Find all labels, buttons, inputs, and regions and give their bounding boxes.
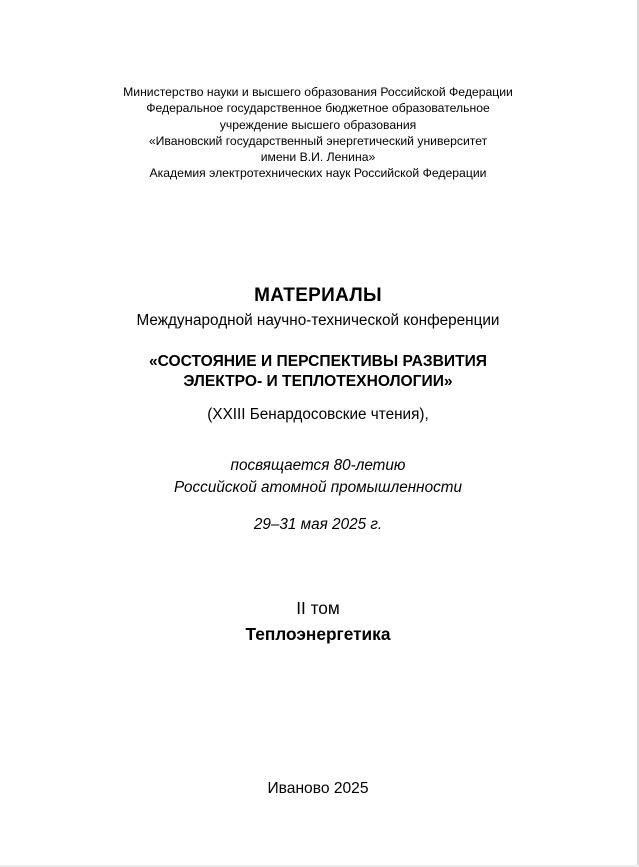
conference-title-line: ЭЛЕКТРО- И ТЕПЛОТЕХНОЛОГИИ» bbox=[183, 373, 453, 390]
dedication-line: посвящается 80-летию bbox=[230, 457, 406, 474]
organization-line: Федеральное государственное бюджетное образовательное bbox=[146, 101, 490, 116]
section-title: Теплоэнергетика bbox=[245, 624, 391, 644]
organization-line: имени В.И. Ленина» bbox=[260, 150, 376, 165]
document-title: МАТЕРИАЛЫ bbox=[254, 285, 382, 306]
organizations-block bbox=[0, 84, 636, 182]
conference-title-line: «СОСТОЯНИЕ И ПЕРСПЕКТИВЫ РАЗВИТИЯ bbox=[148, 353, 488, 370]
place-year: Иваново 2025 bbox=[267, 780, 369, 797]
dedication bbox=[0, 455, 636, 499]
document-subtitle: Международной научно-технической конференции bbox=[136, 312, 500, 329]
dedication-line: Российской атомной промышленности bbox=[174, 479, 462, 496]
organization-line: учреждение высшего образования bbox=[219, 117, 417, 132]
volume-label: II том bbox=[296, 598, 340, 618]
organization-line: Министерство науки и высшего образования Российской Федерации bbox=[123, 85, 513, 99]
organization-line: «Ивановский государственный энергетический университет bbox=[148, 133, 488, 148]
organization-line: Академия электротехнических наук Российской Федерации bbox=[149, 166, 487, 181]
readings-label: (XXIII Бенардосовские чтения), bbox=[207, 406, 429, 423]
conference-title bbox=[0, 352, 636, 392]
conference-dates: 29–31 мая 2025 г. bbox=[253, 516, 383, 533]
